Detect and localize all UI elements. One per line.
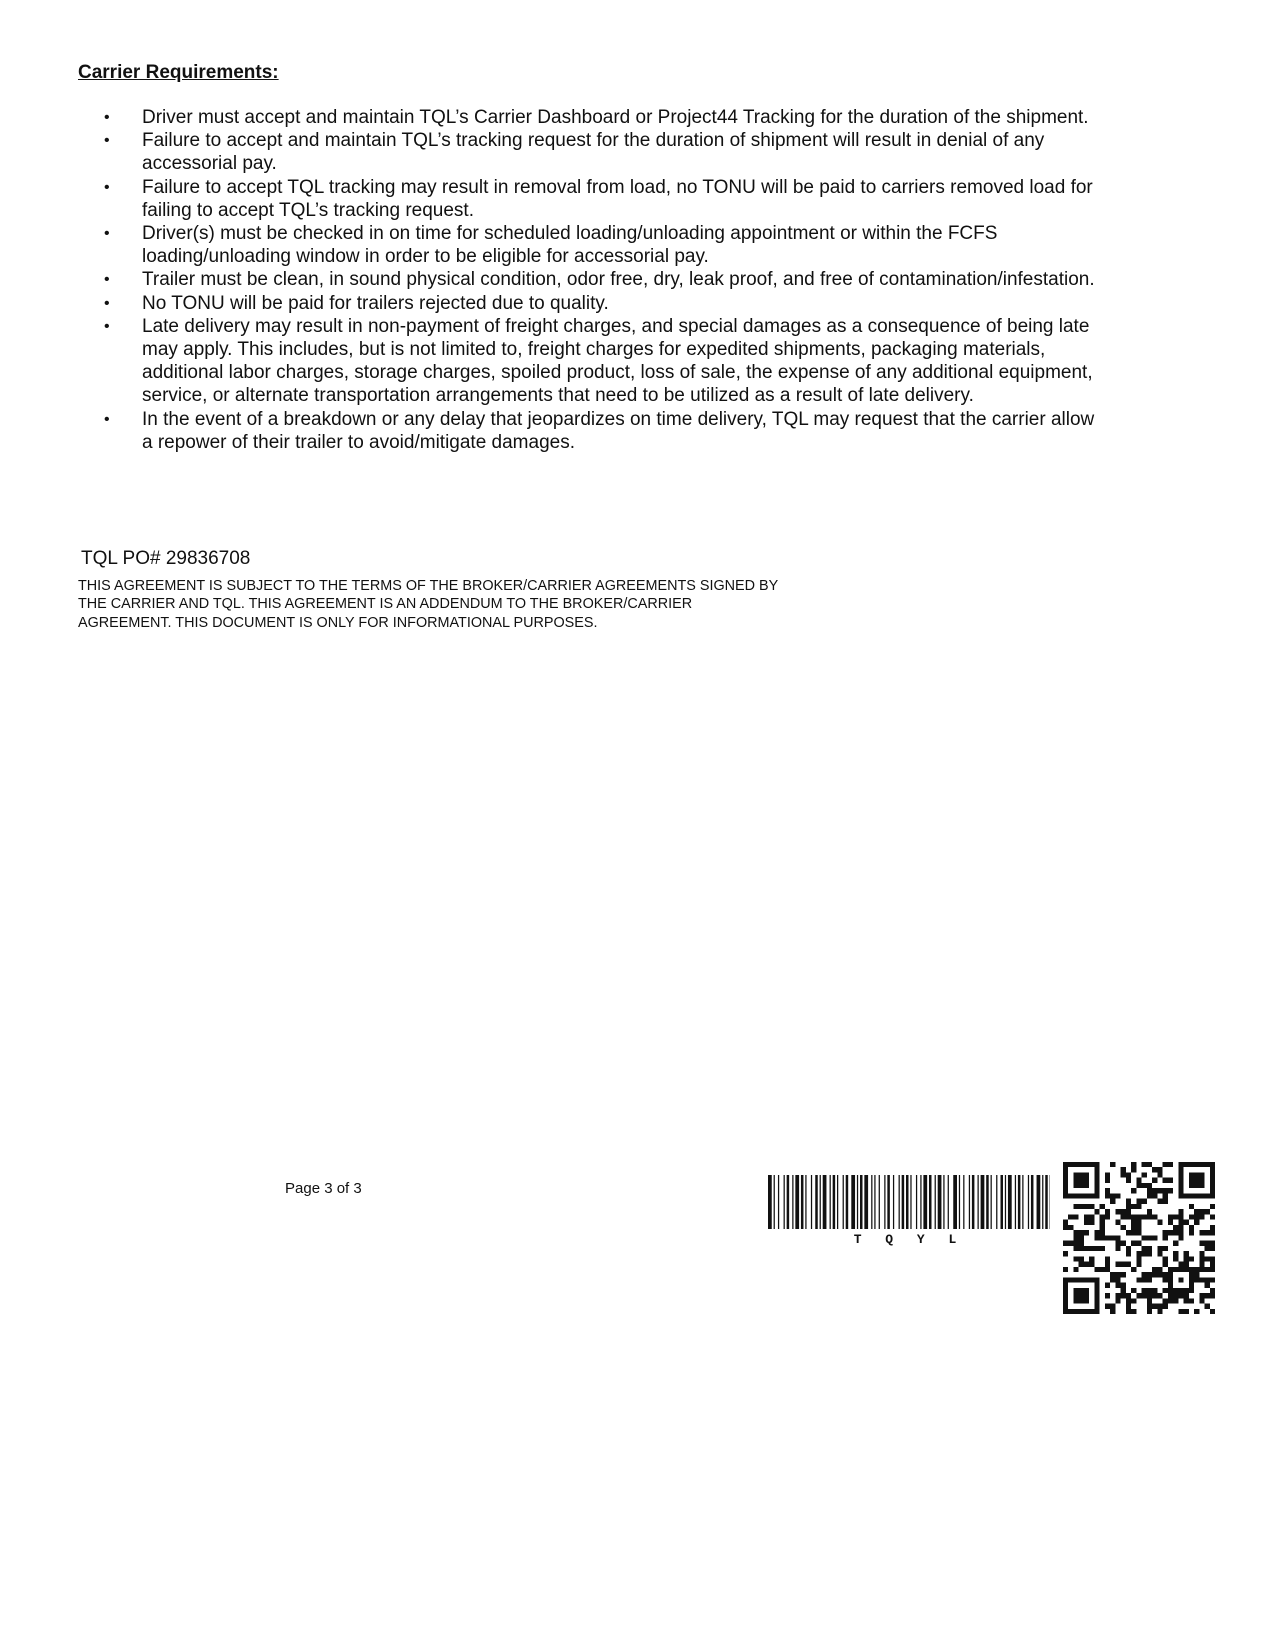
barcode [768,1175,1050,1245]
list-item [104,315,1104,408]
po-number: TQL PO# 29836708 [81,548,251,569]
barcode-text: T Q Y L [853,1232,965,1247]
list-item [104,129,1104,175]
requirement-text: No TONU will be paid for trailers rejected due to quality. [142,292,609,314]
page-number: Page 3 of 3 [285,1180,362,1197]
requirement-text: Driver must accept and maintain TQL’s Carrier Dashboard or Project44 Tracking for the duration of the shipment. [142,107,1089,128]
bullet-icon: • [104,294,110,312]
bullet-icon: • [104,271,110,289]
barcode-icon [768,1175,1050,1229]
list-item [104,106,1104,129]
section-heading: Carrier Requirements: [78,62,279,83]
requirement-text: Driver(s) must be checked in on time for scheduled loading/unloading appointment or within the FCFS loading/unloading window in order to be eligible for accessorial pay. [142,223,998,268]
requirements-list [104,106,1104,454]
bullet-icon: • [104,410,110,428]
list-item [104,176,1104,222]
agreement-disclaimer: THIS AGREEMENT IS SUBJECT TO THE TERMS OF THE BROKER/CARRIER AGREEMENTS SIGNED BY THE CARRIER AND TQL. THIS AGREEMENT IS AN ADDENDUM TO THE BROKER/CARRIER AGREEMENT. THIS DOCUMENT IS ONLY FOR INFORMATIONAL PURPOSES. [78,578,778,631]
qr-code [1063,1162,1215,1314]
bullet-icon: • [104,178,110,196]
requirement-text: Trailer must be clean, in sound physical condition, odor free, dry, leak proof, and free of contamination/infestation. [142,269,1095,291]
bullet-icon: • [104,109,110,126]
list-item [104,268,1104,291]
list-item [104,222,1104,268]
requirement-text: Late delivery may result in non-payment of freight charges, and special damages as a consequence of being late may apply. This includes, but is not limited to, freight charges for expedited shipments, packaging materials, additional labor charges, storage charges, spoiled product, loss of sale, the expense of any additional equipment, service, or alternate transportation arrangements that need to be utilized as a result of late delivery. [142,315,1093,407]
requirement-text: Failure to accept TQL tracking may result in removal from load, no TONU will be paid to carriers removed load for failing to accept TQL’s tracking request. [142,176,1093,221]
requirement-text: In the event of a breakdown or any delay that jeopardizes on time delivery, TQL may request that the carrier allow a repower of their trailer to avoid/mitigate damages. [142,408,1095,453]
list-item [104,292,1104,315]
bullet-icon: • [104,317,110,335]
bullet-icon: • [104,132,110,150]
qr-code-icon [1063,1162,1215,1314]
bullet-icon: • [104,225,110,243]
requirement-text: Failure to accept and maintain TQL’s tracking request for the duration of shipment will result in denial of any accessorial pay. [142,130,1045,175]
list-item [104,408,1104,454]
